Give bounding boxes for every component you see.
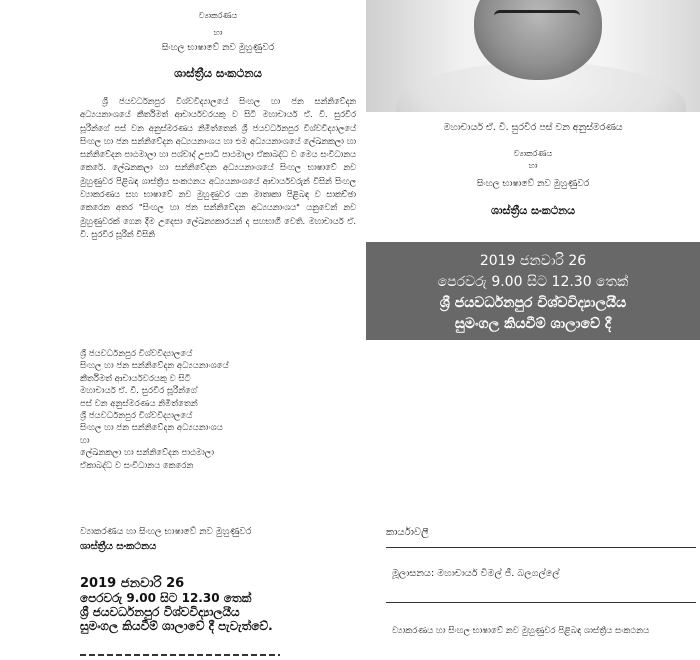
- dedication-line: ඒකාබද්ධ ව සංවිධානය කෙරෙන: [80, 460, 194, 471]
- dedication-line: මහාචාර්ය ඒ. වී. සුරවීර සූරීන්ගේ: [80, 386, 197, 397]
- event-place-line2: සුමංගල කියවීම් ශාලාවේ දී පැවැත්වේ.: [80, 619, 273, 633]
- left-title-block: [78, 0, 358, 81]
- memorial-title: මහාචාර්ය ඒ. වී. සුරවීර පස් වන අනුස්මරණය: [443, 122, 623, 133]
- info-date: 2019 ජනවාරි 26: [479, 253, 587, 269]
- event-date: 2019 ජනවාරි 26: [80, 576, 185, 591]
- closing-text: ව්‍යාකරණය හා සිංහල භාෂාවේ නව මුහුණුවර පිළිබඳ ශාස්ත්‍රීය සංකථනය: [392, 626, 650, 636]
- chair-line: මූලාසනය: මහාචාර්ය විමල් ජී. බලගල්ලේ: [392, 568, 560, 579]
- small-title: ව්‍යාකරණය හා සිංහල භාෂාවේ නව මුහුණුවර: [80, 527, 252, 537]
- program-rule-top: [386, 547, 696, 548]
- left-heading: ශාස්ත්‍රීය සංකථනය: [174, 66, 262, 80]
- event-time: පෙරවරු 9.00 සිට 12.30 තෙක්: [80, 591, 252, 605]
- dedication-line: හා: [80, 435, 90, 446]
- event-info-box: [366, 242, 700, 340]
- dedication-line: පස් වන අනුස්මරණය නිමිත්තෙන්: [80, 398, 198, 409]
- dedication-line: සිංහල හා ජන සන්නිවේදන අධ්‍යයනාංශය: [80, 423, 223, 434]
- program-rule-bottom: [386, 602, 696, 603]
- memorial-line4: සිංහල භාෂාවේ නව මුහුණුවර: [476, 179, 590, 189]
- memorial-line3: හා: [528, 161, 538, 170]
- left-title-line2: හා: [213, 28, 223, 37]
- bottom-divider: [80, 654, 280, 656]
- program-label: කාර්යාවලී: [386, 527, 429, 538]
- info-place-line2: සුමංගල කියවීම් ශාලාවේ දී: [454, 316, 612, 332]
- memorial-block: [366, 112, 700, 242]
- portrait-photo: [366, 0, 700, 112]
- dedication-line: ශ්‍රී ජයවර්ධනපුර විශ්වවිද්‍යාලයේ: [80, 411, 193, 422]
- small-heading: ශාස්ත්‍රීය සංකථනය: [80, 541, 157, 552]
- dedication-line: කීර්තිමත් ආචාර්යවරයකු ව සිටි: [80, 373, 191, 384]
- event-details: [80, 577, 350, 633]
- dedication-line: ලේඛනකලා හා සන්නිවේදන පාඨමාලා: [80, 448, 215, 459]
- left-title-line1: ව්‍යාකරණය: [198, 11, 238, 20]
- left-title-line3: සිංහල භාෂාවේ නව මුහුණුවර: [161, 43, 275, 53]
- abstract-paragraph: ශ්‍රී ජයවර්ධනපුර විශ්වවිද්‍යාලයේ සිංහල හා ජන සන්නිවේදන අධ්‍යයනාංශයේ කීර්තිමත් ආචාර්යවරයකු ව සිටි මහාචාර්ය ඒ. වී. සුරවීර සූරීන්ගේ පස් වන අනුස්මරණය නිමිත්තෙන් ශ්‍රී ජයවර්ධනපුර විශ්වවිද්‍යාලයේ සිංහල හා ජන සන්නිවේදන අධ්‍යයනාංශය හා එම අධ්‍යයනාංශයේ ලේඛනකලා හා සන්නිවේදන පාඨමාලා හා පශ්චාද් උපාධි පාඨමාලා ඒකාබද්ධ ව මෙය සංවිධානය කෙරේ. ලේඛනකලා හා සන්නිවේදන අධ්‍යයනාංශයේ සිංහල භාෂාවේ නව මුහුණුවර පිළිබඳ ශාස්ත්‍රීය සංකථනය අධ්‍යයනාංශයේ ආචාර්යවරුන් විසින් සිංහල ව්‍යාකරණය සහ භාෂාවේ නව මුහුණුවර යන මාතෘකා පිළිබඳ ව සාකච්ඡා කෙරෙන අතර "සිංහල හා ජන සන්නිවේදන අධ්‍යයනාංශය" යනුවෙන් නව මුහුණුවරක් ගෙන දීම උදෙසා ලේඛන්‍යකාරයන් ද සහභාගී වෙති. මහාචාර්ය ඒ. වී. සුරවීර සූරීන් විසිනි: [80, 96, 356, 239]
- dedication-list: [80, 348, 340, 472]
- dedication-line: ශ්‍රී ජයවර්ධනපුර විශ්වවිද්‍යාලයේ: [80, 349, 193, 359]
- dedication-line: සිංහල හා ජන සන්නිවේදන අධ්‍යයනාංශයේ: [80, 361, 229, 372]
- memorial-heading: ශාස්ත්‍රීය සංකථනය: [491, 204, 575, 217]
- info-place-line1: ශ්‍රී ජයවර්ධනපුර විශ්වවිද්‍යාලයීය: [439, 295, 627, 311]
- memorial-line2: ව්‍යාකරණය: [513, 149, 553, 158]
- event-place-line1: ශ්‍රී ජයවර්ධනපුර විශ්වවිද්‍යාලයීය: [80, 605, 240, 619]
- small-title-block: [80, 526, 350, 552]
- info-time: පෙරවරු 9.00 සිට 12.30 තෙක්: [437, 274, 629, 290]
